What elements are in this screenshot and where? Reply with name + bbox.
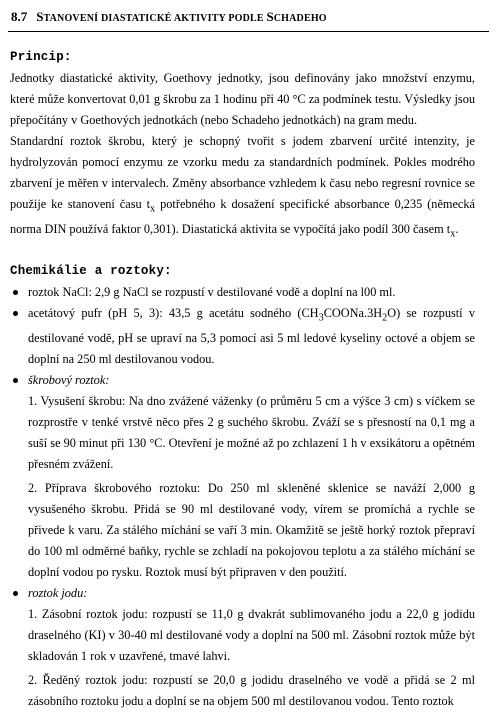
principle-heading: Princip: [10,50,72,64]
section-number: 8.7 [11,9,28,24]
chemicals-list [10,282,475,712]
title-part: S [266,9,274,24]
document-body [10,47,475,712]
title-part: S [36,9,44,24]
iodine-subheading: roztok jodu: [28,586,88,601]
list-item-buffer: acetátový pufr (pH 5, 3): 43,5 g acetátu sodného $(CH_3COONa.3H_2O)$ se rozpustí v destilované vodě, pH se upraví na 5,3 pomocí asi 5 ml ledové kyseliny octové a objem se doplní na 250 ml destilovanou vodou. [10,303,475,370]
list-item-nacl: roztok NaCl: 2,9 g NaCl se rozpustí v destilované vodě a doplní na l00 ml. [10,282,475,303]
section-title [36,9,327,24]
iodine-step-2: 2. Ředěný roztok jodu: rozpustí se 20,0 g jodidu draselného ve vodě a přidá se 2 ml zásobního roztoku jodu a doplní se na objem 500 ml destilovanou vodou. Tento roztok [28,673,475,709]
starch-step-1: 1. Vysušení škrobu: Na dno zvážené váženky (o průměru 5 cm a výšce 3 cm) s víčkem se rozprostře v tenké vrstvě něco přes 2 g suchého škrobu. Zváží se s přesností na 0,1 mg a suší se 90 minut při 130 °C. Otevření je možné až po zchlazení 1 h v exsikátoru a opětném přesném zvážení. [28,394,475,472]
chemicals-heading: Chemikálie a roztoky: [10,263,172,278]
principle-paragraph: Standardní roztok škrobu, který je schopný tvořit s jodem zbarvení určité intenzity, je hydrolyzován pomocí enzymu ze vzorku medu za standardních podmínek. Pokles modrého zbarvení je měřen v intervalech. Změny absorbance vzhledem k času nebo regresní rovnice se použije ke stanovení času $t_x$ potřebného k dosažení specifické absorbance 0,235 (německá norma DIN používá faktor 0,301). Diastatická aktivita se vypočítá jako podíl 300 časem $t_x$. [10,134,475,240]
title-part: TANOVENÍ DIASTATICKÉ AKTIVITY PODLE [43,13,267,24]
section-heading [11,9,327,25]
list-item-iodine [10,583,475,712]
starch-subheading: škrobový roztok: [28,373,110,388]
title-part: CHADEHO [273,13,327,24]
list-item-starch [10,370,475,583]
heading-divider [8,31,489,32]
starch-step-2: 2. Příprava škrobového roztoku: Do 250 ml skleněné sklenice se naváží 2,000 g vysušeného škrobu. Přidá se 90 ml destilované vody, vírem se promíchá a rychle se přivede k varu. Za stálého míchání se vaří 3 min. Okamžitě se ještě horký roztok přepraví do 100 ml odměrné baňky, rychle se zchladí na pokojovou teplotu a za stálého míchání se doplní vodou po rysku. Roztok musí být připraven v den použití. [28,481,475,580]
principle-paragraph: Jednotky diastatické aktivity, Goethovy jednotky, jsou definovány jako množství enzymu, které může konvertovat 0,01 g škrobu za 1 hodinu při 40 °C za podmínek testu. Výsledky jsou přepočítány v Goethových jednotkách (nebo Schadeho jednotkách) na gram medu. [10,71,475,127]
iodine-step-1: 1. Zásobní roztok jodu: rozpustí se 11,0 g dvakrát sublimovaného jodu a 22,0 g jodidu draselného (KI) v 30-40 ml destilované vody a doplní na 500 ml. Zásobní roztok může být skladován 1 rok v uzavřené, tmavé lahvi. [28,607,475,664]
